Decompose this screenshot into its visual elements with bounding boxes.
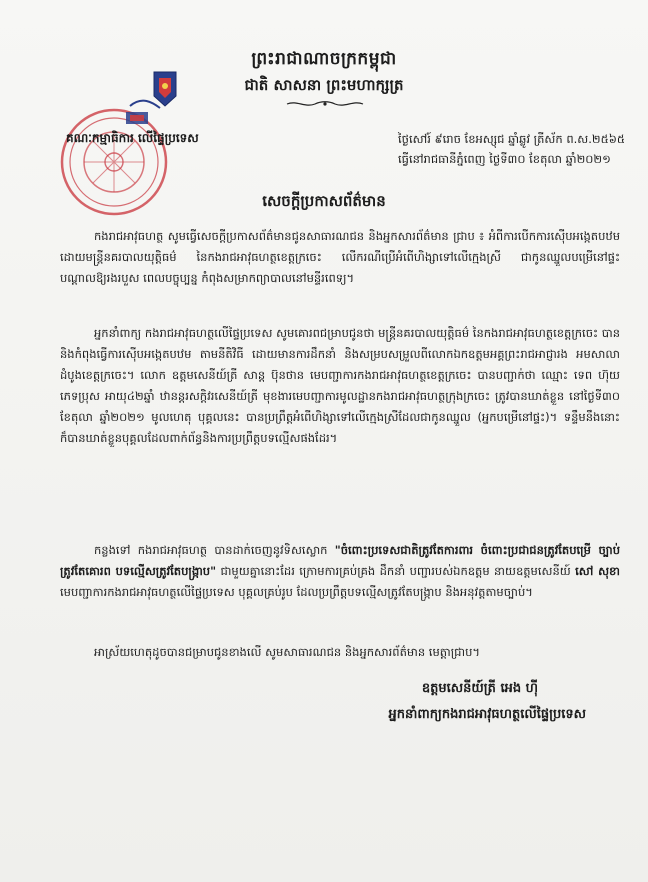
document-title: សេចក្តីប្រកាសព័ត៌មាន	[262, 192, 386, 210]
slogan: "ចំពោះប្រទេសជាតិត្រូវតែការពារ ចំពោះប្រជាជនត្រូវតែបម្រើ ច្បាប់ត្រូវតែគោរព បទល្មើសត្រូវតែបង្ក្រាប"	[60, 543, 620, 578]
paragraph-3-intro: កន្លងទៅ កងរាជអាវុធហត្ថ បានដាក់ចេញនូវទិសស្លោក	[94, 543, 335, 557]
issuing-organization: គណៈកម្មាធិការ លើផ្ទៃប្រទេស	[66, 131, 199, 145]
solar-date: ធ្វើនៅរាជធានីភ្នំពេញ ថ្ងៃទី៣០ ខែតុលា ឆ្នាំ២០២១	[398, 152, 611, 166]
kingdom-title: ព្រះរាជាណាចក្រកម្ពុជា	[251, 49, 397, 69]
signatory-role: អ្នកនាំពាក្យកងរាជអាវុធហត្ថលើផ្ទៃប្រទេស	[388, 707, 586, 722]
paragraph-3	[60, 540, 620, 603]
paragraph-2: អ្នកនាំពាក្យ កងរាជអាវុធហត្ថលើផ្ទៃប្រទេស សូមគោរពជម្រាបជូនថា មន្ត្រីនគរបាលយុត្តិធម៌ នៃកងរាជអាវុធហត្ថខេត្តក្រចេះ បាននិងកំពុងធ្វើការស៊ើបអង្កេតបឋម តាមនីតិវិធី ដោយមានការដឹកនាំ និងសម្របសម្រួលពីលោកឯកឧត្តមអគ្គព្រះរាជអាជ្ញារង អមសាលាដំបូងខេត្តក្រចេះ។ លោក ឧត្តមសេនីយ៍ត្រី សាន្ត ប៊ុនថាន មេបញ្ជាការកងរាជអាវុធហត្ថខេត្តក្រចេះ បានបញ្ជាក់ថា ឈ្មោះ ទេព ហ៊ុយ ភេទប្រុស អាយុ៤២ឆ្នាំ ឋានន្តរសក្តិវរសេនីយ៍ត្រី មុខងារមេបញ្ជាការមូលដ្ឋានកងរាជអាវុធហត្ថក្រុងក្រចេះ ត្រូវបានឃាត់ខ្លួន នៅថ្ងៃទី៣០ ខែតុលា ឆ្នាំ២០២១ មូលហេតុ បុគ្គលនេះ បានប្រព្រឹត្តអំពើហិង្សាទៅលើក្មេងស្រីដែលជាកូនឈ្នួល (អ្នកបម្រើនៅផ្ទះ)។ ទន្ទឹមនឹងនោះ ក៏បានឃាត់ខ្លួនបុគ្គលដែលពាក់ព័ន្ធនិងការប្រព្រឹត្តបទល្មើសផងដែរ។	[60, 326, 620, 445]
commander-name: សៅ សុខា	[575, 564, 620, 578]
paragraph-3-middle: ជាមួយគ្នានោះដែរ ក្រោមការគ្រប់គ្រង ដឹកនាំ បញ្ជារបស់ឯកឧត្តម នាយឧត្តមសេនីយ៍	[216, 564, 576, 578]
paragraph-1: កងរាជអាវុធហត្ថ សូមធ្វើសេចក្តីប្រកាសព័ត៌មានជូនសាធារណជន និងអ្នកសារព័ត៌មាន ជ្រាប ៖ អំពីការបើកការស៊ើបអង្កេតបឋម ដោយមន្ត្រីនគរបាលយុត្តិធម៌ នៃកងរាជអាវុធហត្ថខេត្តក្រចេះ លើករណីប្រើអំពើហិង្សាទៅលើក្មេងស្រី ជាកូនឈ្នួលបម្រើនៅផ្ទះ បណ្ដាលឱ្យរងរបួស ពេលបច្ចុប្បន្ន កំពុងសម្រាកព្យាបាលនៅមន្ទីរពេទ្យ។	[60, 229, 620, 285]
national-motto: ជាតិ សាសនា ព្រះមហាក្សត្រ	[244, 76, 404, 94]
paragraph-3-outro: មេបញ្ជាការកងរាជអាវុធហត្ថលើផ្ទៃប្រទេស បុគ្គលគ្រប់រូប ដែលប្រព្រឹត្តបទល្មើសត្រូវតែបង្ក្រាប និងអនុវត្តតាមច្បាប់។	[60, 585, 533, 599]
signatory-name: ឧត្តមសេនីយ៍ត្រី អេង ហ៊ី	[421, 681, 538, 696]
tacts-ornament	[285, 100, 365, 108]
lunar-date: ថ្ងៃសៅរ៍ ៩រោច ខែអស្សុជ ឆ្នាំឆ្លូវ ត្រីស័ក ព.ស.២៥៦៥	[398, 132, 626, 146]
paragraph-4: អាស្រ័យហេតុដូចបានជម្រាបជូនខាងលើ សូមសាធារណជន និងអ្នកសារព័ត៌មាន មេត្តាជ្រាប។	[94, 645, 480, 659]
